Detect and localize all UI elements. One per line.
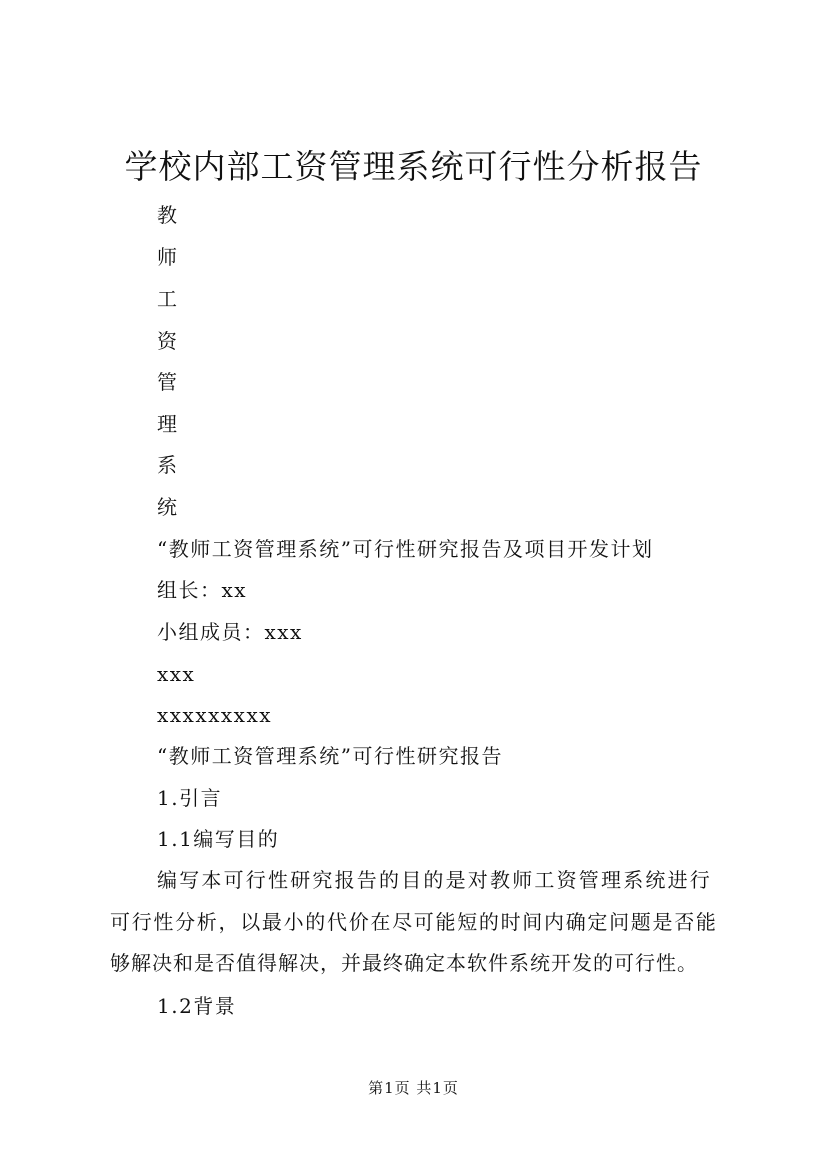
paragraph-line-1: 编写本可行性研究报告的目的是对教师工资管理系统进行	[157, 868, 712, 892]
vertical-char-4: 资	[157, 329, 177, 353]
group-leader: 组长：xx	[157, 578, 248, 602]
group-members: 小组成员：xxx	[157, 620, 303, 644]
page-footer: 第1页 共1页	[368, 1079, 459, 1097]
document-title: 学校内部工资管理系统可行性分析报告	[124, 147, 703, 186]
vertical-char-6: 理	[157, 412, 177, 436]
vertical-char-8: 统	[157, 495, 177, 519]
vertical-char-5: 管	[157, 370, 177, 394]
section-heading-1-2: 1.2背景	[157, 994, 237, 1018]
paragraph-line-3: 够解决和是否值得解决，并最终确定本软件系统开发的可行性。	[110, 951, 698, 975]
vertical-char-3: 工	[157, 287, 177, 311]
group-member-2: xxx	[157, 662, 196, 686]
vertical-char-7: 系	[157, 453, 177, 477]
group-member-3: xxxxxxxxx	[157, 703, 273, 727]
vertical-char-2: 师	[157, 245, 177, 269]
report-title: “教师工资管理系统”可行性研究报告	[157, 744, 503, 768]
section-heading-1: 1.引言	[157, 786, 223, 810]
plan-title: “教师工资管理系统”可行性研究报告及项目开发计划	[157, 537, 654, 561]
vertical-char-1: 教	[157, 203, 177, 227]
paragraph-line-2: 可行性分析，以最小的代价在尽可能短的时间内确定问题是否能	[110, 910, 718, 934]
section-heading-1-1: 1.1编写目的	[157, 827, 280, 851]
